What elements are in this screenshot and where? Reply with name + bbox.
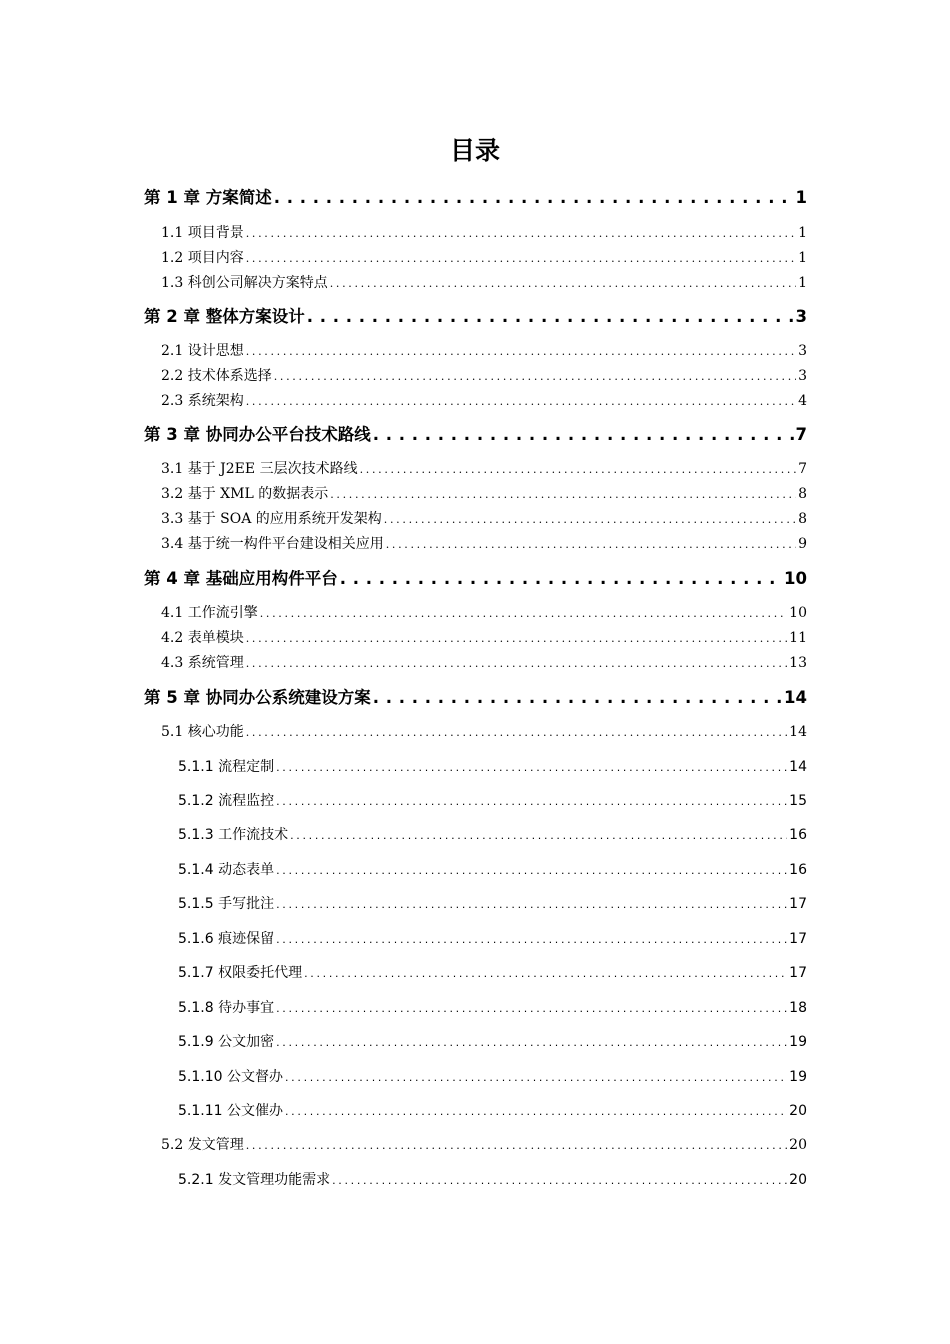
- dot-leader: [276, 791, 787, 812]
- toc-entry-label: 5.1.4 动态表单: [178, 862, 275, 878]
- toc-entry-page: 3: [798, 343, 807, 359]
- toc-entry-page: 8: [798, 486, 807, 502]
- toc-entry-label: 4.3 系统管理: [161, 655, 244, 671]
- toc-entry-page: 19: [789, 1034, 807, 1050]
- toc-entry-page: 10: [784, 569, 807, 588]
- toc-entry-page: 17: [789, 896, 807, 912]
- toc-entry-page: 19: [789, 1069, 807, 1085]
- toc-entry-page: 11: [789, 630, 807, 646]
- toc-entry[interactable]: [178, 893, 807, 915]
- dot-leader: [276, 860, 787, 881]
- dot-leader: [246, 391, 796, 412]
- toc-entry[interactable]: [144, 422, 807, 448]
- toc-entry-label: 3.2 基于 XML 的数据表示: [161, 486, 329, 502]
- toc-entry-page: 14: [789, 759, 807, 775]
- dot-leader: [276, 998, 787, 1019]
- toc-entry[interactable]: [161, 390, 807, 412]
- toc-entry[interactable]: [161, 365, 807, 387]
- dot-leader: [373, 685, 782, 711]
- toc-entry-label: 5.1.9 公文加密: [178, 1034, 275, 1050]
- toc-entry[interactable]: [161, 533, 807, 555]
- toc-title: 目录: [449, 136, 500, 165]
- toc-entry[interactable]: [144, 685, 807, 711]
- toc-entry-page: 15: [789, 793, 807, 809]
- toc-entry-label: 第 5 章 协同办公系统建设方案: [144, 688, 371, 707]
- toc-entry[interactable]: [178, 1169, 807, 1191]
- toc-entry-label: 5.1.6 痕迹保留: [178, 931, 275, 947]
- dot-leader: [332, 1170, 787, 1191]
- toc-entry-page: 20: [789, 1103, 807, 1119]
- dot-leader: [274, 185, 794, 211]
- dot-leader: [260, 603, 787, 624]
- toc-entry-label: 3.4 基于统一构件平台建设相关应用: [161, 536, 384, 552]
- toc-entry[interactable]: [161, 458, 807, 480]
- toc-entry[interactable]: [144, 304, 807, 330]
- toc-entry-page: 16: [789, 862, 807, 878]
- toc-entry-label: 5.1.5 手写批注: [178, 896, 275, 912]
- toc-entry-label: 4.2 表单模块: [161, 630, 244, 646]
- dot-leader: [285, 1101, 787, 1122]
- toc-entry[interactable]: [161, 340, 807, 362]
- toc-entry[interactable]: [178, 962, 807, 984]
- toc-entry[interactable]: [178, 824, 807, 846]
- dot-leader: [290, 825, 787, 846]
- dot-leader: [285, 1067, 787, 1088]
- dot-leader: [276, 1032, 787, 1053]
- dot-leader: [276, 894, 787, 915]
- toc-entry-label: 第 1 章 方案简述: [144, 188, 272, 207]
- toc-entry-page: 14: [789, 724, 807, 740]
- toc-entry-label: 1.3 科创公司解决方案特点: [161, 275, 328, 291]
- toc-entry-label: 3.3 基于 SOA 的应用系统开发架构: [161, 511, 382, 527]
- toc-entry-page: 1: [798, 275, 807, 291]
- dot-leader: [304, 963, 787, 984]
- toc-entry-label: 5.2.1 发文管理功能需求: [178, 1172, 331, 1188]
- toc-entry[interactable]: [161, 508, 807, 530]
- toc-entry[interactable]: [178, 756, 807, 778]
- dot-leader: [246, 653, 787, 674]
- dot-leader: [384, 509, 796, 530]
- toc-entry-page: 17: [789, 931, 807, 947]
- toc-entry-page: 3: [795, 307, 807, 326]
- toc-entry[interactable]: [178, 997, 807, 1019]
- toc-entry[interactable]: [161, 721, 807, 743]
- toc-entry-label: 5.1 核心功能: [161, 724, 244, 740]
- dot-leader: [340, 566, 782, 592]
- toc-entry-label: 5.1.10 公文督办: [178, 1069, 283, 1085]
- toc-entry-page: 9: [798, 536, 807, 552]
- toc-entry[interactable]: [144, 185, 807, 211]
- toc-entry[interactable]: [161, 483, 807, 505]
- toc-entry[interactable]: [144, 566, 807, 592]
- toc-entry-page: 7: [795, 425, 807, 444]
- toc-entry-page: 7: [798, 461, 807, 477]
- toc-entry[interactable]: [161, 247, 807, 269]
- toc-entry[interactable]: [178, 1100, 807, 1122]
- toc-entry-label: 5.1.3 工作流技术: [178, 827, 289, 843]
- toc-entry-page: 16: [789, 827, 807, 843]
- toc-entry-page: 14: [784, 688, 807, 707]
- toc-entry-label: 1.2 项目内容: [161, 250, 244, 266]
- toc-entry-label: 2.3 系统架构: [161, 393, 244, 409]
- toc-entry[interactable]: [161, 652, 807, 674]
- toc-entry-page: 1: [798, 250, 807, 266]
- dot-leader: [360, 459, 797, 480]
- dot-leader: [330, 484, 796, 505]
- toc-entry[interactable]: [178, 790, 807, 812]
- dot-leader: [330, 273, 796, 294]
- toc-entry[interactable]: [161, 222, 807, 244]
- dot-leader: [276, 929, 787, 950]
- toc-entry-label: 1.1 项目背景: [161, 225, 244, 241]
- dot-leader: [246, 628, 787, 649]
- toc-entry-page: 10: [789, 605, 807, 621]
- toc-entry-label: 第 4 章 基础应用构件平台: [144, 569, 338, 588]
- toc-entry-page: 1: [795, 188, 807, 207]
- toc-entry-label: 第 3 章 协同办公平台技术路线: [144, 425, 371, 444]
- toc-entry-label: 4.1 工作流引擎: [161, 605, 258, 621]
- toc-entry-page: 13: [789, 655, 807, 671]
- toc-entry[interactable]: [161, 627, 807, 649]
- toc-entry-label: 5.1.11 公文催办: [178, 1103, 283, 1119]
- toc-entry-label: 5.1.7 权限委托代理: [178, 965, 303, 981]
- toc-entry-page: 20: [789, 1172, 807, 1188]
- toc-entry-page: 3: [798, 368, 807, 384]
- toc-entry[interactable]: [178, 859, 807, 881]
- dot-leader: [246, 223, 796, 244]
- dot-leader: [386, 534, 796, 555]
- toc-entry-label: 5.1.2 流程监控: [178, 793, 275, 809]
- toc-entry-label: 5.1.1 流程定制: [178, 759, 275, 775]
- dot-leader: [246, 248, 796, 269]
- toc-entry[interactable]: [161, 272, 807, 294]
- toc-entry[interactable]: [178, 928, 807, 950]
- toc-entry-page: 18: [789, 1000, 807, 1016]
- toc-entry[interactable]: [178, 1066, 807, 1088]
- toc-entry-page: 1: [798, 225, 807, 241]
- toc-entry-label: 3.1 基于 J2EE 三层次技术路线: [161, 461, 358, 477]
- toc-entry-label: 5.1.8 待办事宜: [178, 1000, 275, 1016]
- dot-leader: [307, 304, 794, 330]
- toc-entry-page: 20: [789, 1137, 807, 1153]
- dot-leader: [246, 341, 796, 362]
- dot-leader: [276, 757, 787, 778]
- toc-entry-label: 2.2 技术体系选择: [161, 368, 272, 384]
- toc-entry-label: 5.2 发文管理: [161, 1137, 244, 1153]
- dot-leader: [373, 422, 794, 448]
- toc-entry-page: 17: [789, 965, 807, 981]
- toc-entry-page: 4: [798, 393, 807, 409]
- dot-leader: [246, 1135, 787, 1156]
- toc-entry[interactable]: [178, 1031, 807, 1053]
- toc-entry-label: 第 2 章 整体方案设计: [144, 307, 305, 326]
- dot-leader: [246, 722, 787, 743]
- toc-entry[interactable]: [161, 1134, 807, 1156]
- toc-entry-label: 2.1 设计思想: [161, 343, 244, 359]
- toc-entry[interactable]: [161, 602, 807, 624]
- toc-entry-page: 8: [798, 511, 807, 527]
- dot-leader: [274, 366, 796, 387]
